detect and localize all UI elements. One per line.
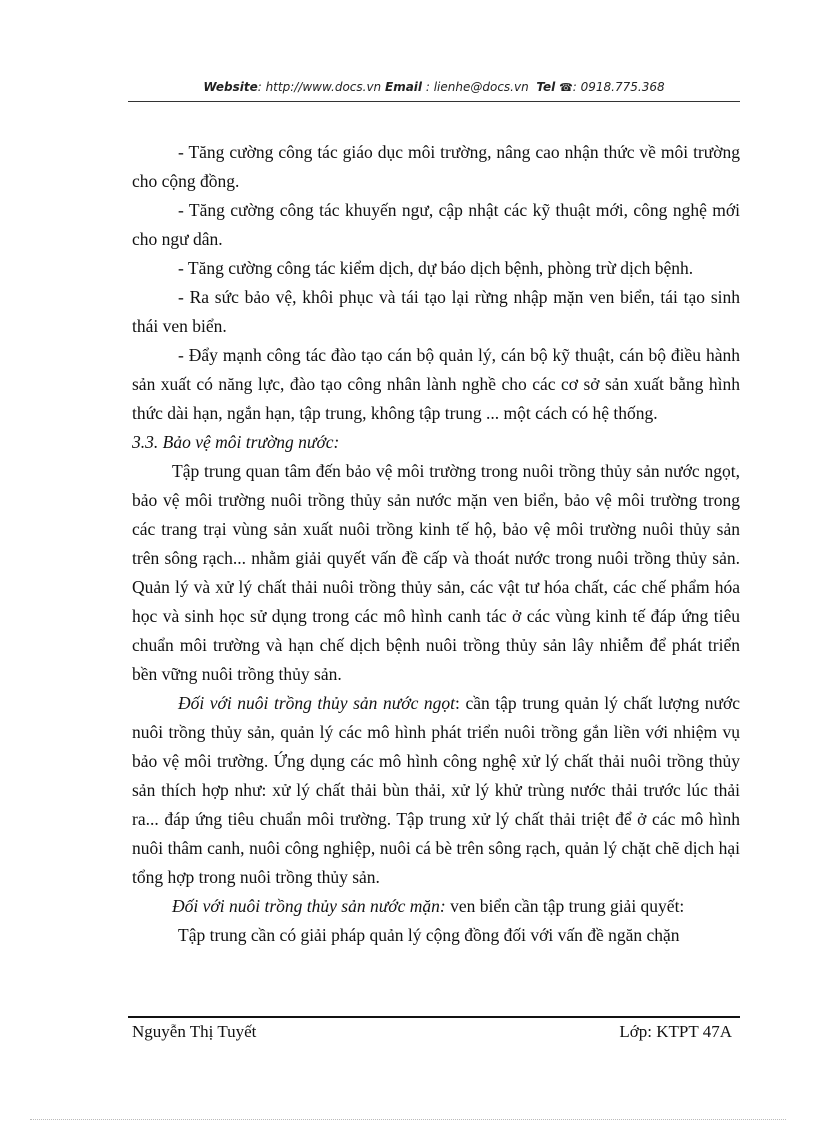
paragraph-8 — [132, 892, 740, 921]
tel-label: Tel — [536, 80, 556, 94]
paragraph-4: - Ra sức bảo vệ, khôi phục và tái tạo lại rừng nhập mặn ven biển, tái tạo sinh thái ven biển. — [132, 287, 740, 336]
footer-author: Nguyễn Thị Tuyết — [132, 1022, 257, 1041]
phone-icon: ☎ — [559, 81, 573, 94]
section-heading: 3.3. Bảo vệ môi trường nước: — [132, 432, 340, 452]
paragraph-5: - Đẩy mạnh công tác đào tạo cán bộ quản lý, cán bộ kỹ thuật, cán bộ điều hành sản xuất có năng lực, đào tạo công nhân lành nghề cho các cơ sở sản xuất bằng hình thức dài hạn, ngắn hạn, tập trung, không tập trung ... một cách có hệ thống. — [132, 345, 740, 423]
tel-value: : 0918.775.368 — [572, 80, 665, 94]
paragraph-7 — [132, 689, 740, 892]
email-value: : lienhe@docs.vn — [425, 80, 529, 94]
document-body — [132, 138, 740, 950]
page-header — [128, 80, 740, 94]
footer-divider — [128, 1016, 740, 1018]
paragraph-7-lead: Đối với nuôi trồng thủy sản nước ngọt — [178, 693, 456, 713]
header-divider — [128, 101, 740, 102]
website-label: Website — [203, 80, 258, 94]
paragraph-8-text: ven biển cần tập trung giải quyết: — [445, 896, 685, 916]
paragraph-8-lead: Đối với nuôi trồng thủy sản nước mặn: — [172, 896, 446, 916]
paragraph-1: - Tăng cường công tác giáo dục môi trường, nâng cao nhận thức về môi trường cho cộng đồng. — [132, 142, 740, 191]
paragraph-3: - Tăng cường công tác kiểm dịch, dự báo dịch bệnh, phòng trừ dịch bệnh. — [178, 258, 694, 278]
footer-class: Lớp: KTPT 47A — [619, 1022, 732, 1041]
paragraph-2: - Tăng cường công tác khuyến ngư, cập nhật các kỹ thuật mới, công nghệ mới cho ngư dân. — [132, 200, 740, 249]
paragraph-7-text: : cần tập trung quản lý chất lượng nước nuôi trồng thủy sản, quản lý các mô hình phát triển nuôi trồng gắn liền với nhiệm vụ bảo vệ môi trường. Ứng dụng các mô hình công nghệ xử lý chất thải nuôi trồng thủy sản thích hợp như: xử lý chất thải bùn thải, xử lý khử trùng nước thải trước lúc thải ra... đáp ứng tiêu chuẩn môi trường. Tập trung xử lý chất thải triệt để ở các mô hình nuôi thâm canh, nuôi công nghiệp, nuôi cá bè trên sông rạch, quản lý chặt chẽ dịch hại tổng hợp trong nuôi trồng thủy sản. — [132, 693, 740, 887]
website-value: : http://www.docs.vn — [257, 80, 382, 94]
page-bottom-border — [30, 1119, 786, 1120]
paragraph-9: Tập trung cần có giải pháp quản lý cộng đồng đối với vấn đề ngăn chặn — [178, 925, 680, 945]
paragraph-6: Tập trung quan tâm đến bảo vệ môi trường trong nuôi trồng thủy sản nước ngọt, bảo vệ môi trường nuôi trồng thủy sản nước mặn ven biển, bảo vệ môi trường trong các trang trại vùng sản xuất nuôi trồng kinh tế hộ, bảo vệ môi trường nuôi thủy sản trên sông rạch... nhằm giải quyết vấn đề cấp và thoát nước trong nuôi trồng thủy sản. Quản lý và xử lý chất thải nuôi trồng thủy sản, các vật tư hóa chất, các chế phẩm hóa học và sinh học sử dụng trong các mô hình canh tác ở các vùng kinh tế đáp ứng tiêu chuẩn môi trường và hạn chế dịch bệnh nuôi trồng thủy sản lây nhiễm để phát triển bền vững nuôi trồng thủy sản. — [132, 461, 740, 684]
email-label: Email — [385, 80, 423, 94]
